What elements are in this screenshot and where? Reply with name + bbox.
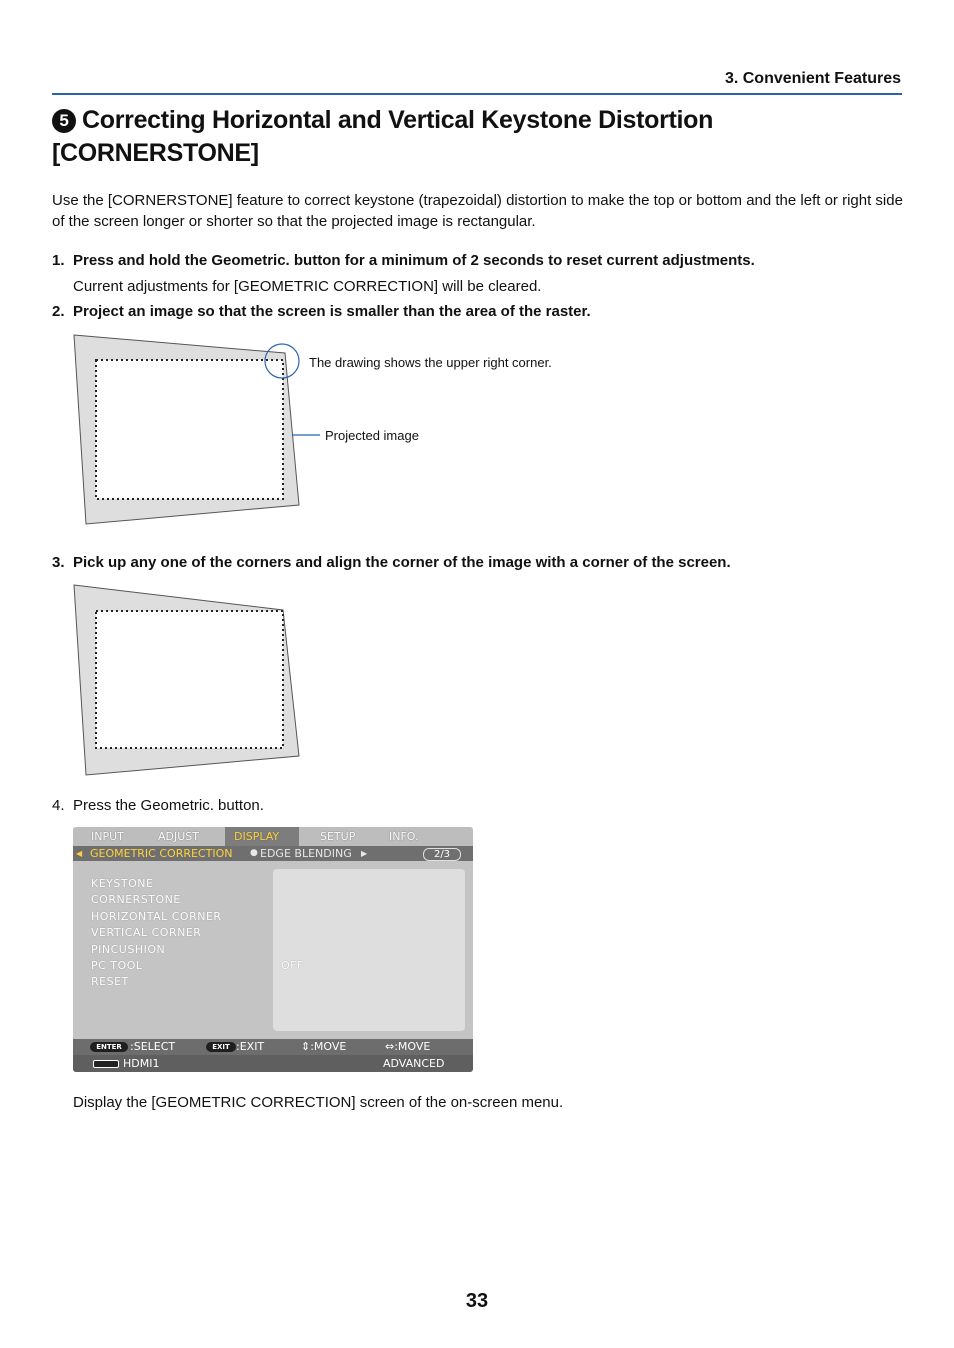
osd-separator-icon: ●	[250, 848, 258, 858]
osd-item-vertical-corner[interactable]: VERTICAL CORNER	[91, 926, 202, 940]
step-3-text: Pick up any one of the corners and align the corner of the image with a corner of the screen.	[73, 554, 731, 571]
step-3-number: 3.	[52, 554, 65, 571]
osd-item-cornerstone[interactable]: CORNERSTONE	[91, 893, 181, 907]
osd-item-pincushion[interactable]: PINCUSHION	[91, 942, 166, 956]
osd-page-indicator: 2/3	[423, 848, 461, 861]
intro-paragraph: Use the [CORNERSTONE] feature to correct keystone (trapezoidal) distortion to make the top or bottom and the left or right side of the screen longer or shorter so that the projected image is rectangular.	[52, 192, 903, 230]
chapter-heading: 3. Convenient Features	[724, 70, 901, 87]
step-1-text: Press and hold the Geometric. button for a minimum of 2 seconds to reset current adjustments.	[73, 252, 755, 269]
osd-right-arrow-icon[interactable]: ▶	[361, 849, 368, 858]
keystone-diagram-after	[70, 581, 310, 781]
step-2	[52, 301, 591, 322]
osd-source-name: HDMI1	[123, 1057, 160, 1070]
osd-tab-bar	[73, 827, 473, 846]
osd-tab-info[interactable]: INFO.	[389, 830, 419, 843]
header-rule	[52, 93, 902, 95]
osd-submenu-current[interactable]: GEOMETRIC CORRECTION	[90, 847, 233, 860]
step-1-note: Current adjustments for [GEOMETRIC CORRECTION] will be cleared.	[73, 278, 542, 295]
osd-value-panel	[273, 869, 465, 1031]
osd-item-reset[interactable]: RESET	[91, 975, 129, 989]
osd-item-keystone[interactable]: KEYSTONE	[91, 877, 154, 890]
osd-left-arrow-icon[interactable]: ◀	[76, 849, 83, 858]
step-3	[52, 552, 731, 573]
osd-hint-move-vertical: ⇕:MOVE	[301, 1040, 347, 1053]
osd-hint-exit: :EXIT	[236, 1040, 265, 1053]
section-title	[52, 104, 902, 170]
osd-status-bar	[73, 1055, 473, 1072]
step-2-text: Project an image so that the screen is smaller than the area of the raster.	[73, 303, 591, 320]
keystone-diagram-before	[70, 330, 320, 530]
step-4-text: Press the Geometric. button.	[73, 797, 264, 814]
screen-outline-aligned	[96, 611, 283, 748]
step-1	[52, 250, 755, 271]
osd-pc-tool-value: OFF	[281, 959, 304, 972]
caption-upper-right: The drawing shows the upper right corner.	[309, 355, 552, 370]
osd-tab-display[interactable]: DISPLAY	[225, 827, 299, 846]
osd-hint-move-horizontal: ⇔:MOVE	[385, 1040, 431, 1053]
section-number-badge: 5	[52, 109, 76, 133]
osd-key-guide	[73, 1039, 473, 1055]
caption-projected-image: Projected image	[325, 428, 419, 443]
osd-menu-mode: ADVANCED	[383, 1057, 445, 1070]
osd-hint-select: :SELECT	[130, 1040, 176, 1053]
step-4	[52, 795, 264, 816]
step-2-number: 2.	[52, 303, 65, 320]
hdmi-port-icon	[93, 1060, 119, 1068]
enter-key-icon: ENTER	[90, 1042, 128, 1052]
step-4-number: 4.	[52, 797, 65, 814]
screen-outline	[96, 360, 283, 499]
osd-tab-adjust[interactable]: ADJUST	[158, 830, 199, 843]
osd-tab-input[interactable]: INPUT	[91, 830, 124, 843]
osd-menu	[73, 827, 473, 1072]
section-title-text: Correcting Horizontal and Vertical Keystone Distortion [CORNERSTONE]	[52, 106, 714, 167]
osd-item-horizontal-corner[interactable]: HORIZONTAL CORNER	[91, 909, 222, 923]
osd-tab-setup[interactable]: SETUP	[320, 830, 356, 843]
page-number: 33	[465, 1290, 489, 1312]
step-1-number: 1.	[52, 252, 65, 269]
osd-submenu-next[interactable]: EDGE BLENDING	[260, 847, 352, 860]
osd-submenu-bar	[73, 846, 473, 861]
osd-item-pc-tool[interactable]: PC TOOL	[91, 959, 143, 973]
exit-key-icon: EXIT	[206, 1042, 236, 1052]
step-4-note: Display the [GEOMETRIC CORRECTION] screen of the on-screen menu.	[73, 1094, 564, 1111]
osd-item-list	[91, 876, 222, 991]
